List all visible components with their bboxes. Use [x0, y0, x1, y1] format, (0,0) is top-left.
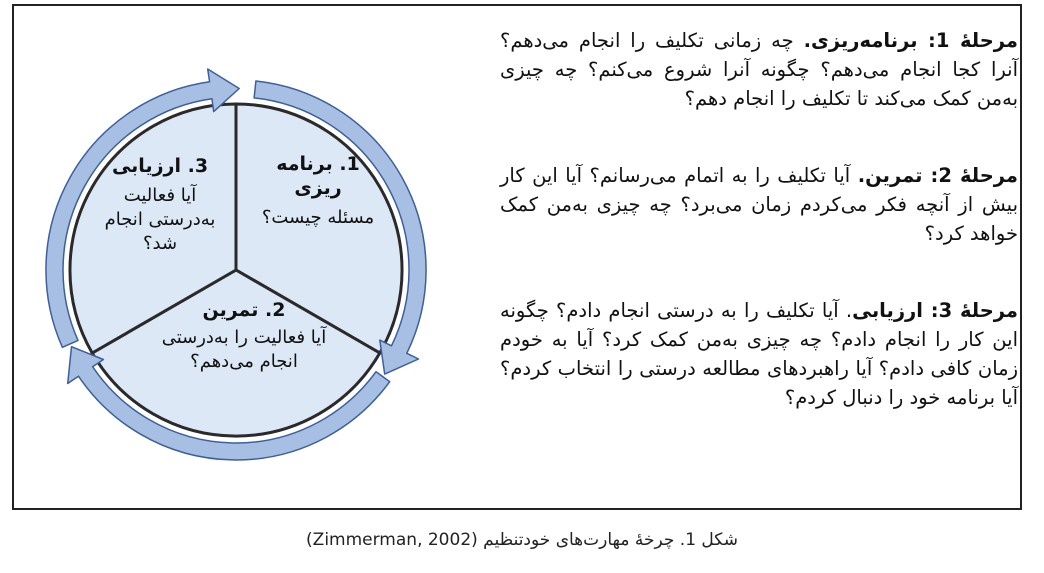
stage-evaluation-label: [100, 154, 220, 256]
description-heading: مرحلۀ 3: ارزیابی: [852, 299, 1018, 322]
stage-evaluation-title: 3. ارزیابی: [111, 155, 209, 177]
figure-caption: شکل 1. چرخۀ مهارت‌های خودتنظیم (Zimmerman, 2002): [306, 530, 738, 550]
cycle-diagram: [14, 6, 484, 512]
description-text: آیا تکلیف را به اتمام می‌رسانم؟ آیا این کار بیش از آنچه فکر می‌کردم زمان می‌برد؟ چه چیزی به‌من کمک خواهد کرد؟: [500, 164, 1018, 245]
description-stage-3: [500, 296, 1018, 412]
stage-evaluation-body: آیا فعالیت به‌درستی انجام شد؟: [104, 185, 216, 254]
stage-practice-body: آیا فعالیت را به‌درستی انجام می‌دهم؟: [161, 327, 327, 372]
description-text: چه زمانی تکلیف را انجام می‌دهم؟ آنرا کجا انجام می‌دهم؟ چگونه آنرا شروع می‌کنم؟ چه چیزی به‌من کمک می‌کند تا تکلیف را انجام دهم؟: [500, 29, 1018, 110]
stage-practice-label: [154, 298, 334, 374]
description-stage-2: [500, 161, 1018, 248]
stage-planning-label: [258, 152, 378, 230]
stage-planning-body: مسئله چیست؟: [261, 207, 375, 228]
description-stage-1: [500, 26, 1018, 113]
description-heading: مرحلۀ 2: تمرین.: [857, 164, 1019, 187]
figure-frame: [12, 4, 1022, 510]
description-heading: مرحلۀ 1: برنامه‌ریزی.: [803, 29, 1018, 52]
stage-practice-title: 2. تمرین: [202, 299, 286, 321]
stage-descriptions: [500, 26, 1018, 412]
stage-planning-title: 1. برنامه ریزی: [276, 153, 360, 199]
description-text: . آیا تکلیف را به درستی انجام دادم؟ چگونه این کار را انجام دادم؟ چه چیزی به‌من کمک کرد؟ آیا به خودم زمان کافی دادم؟ آیا راهبردهای مطالعه درستی را انتخاب کردم؟ آیا برنامه خود را دنبال کردم؟: [500, 299, 1018, 409]
